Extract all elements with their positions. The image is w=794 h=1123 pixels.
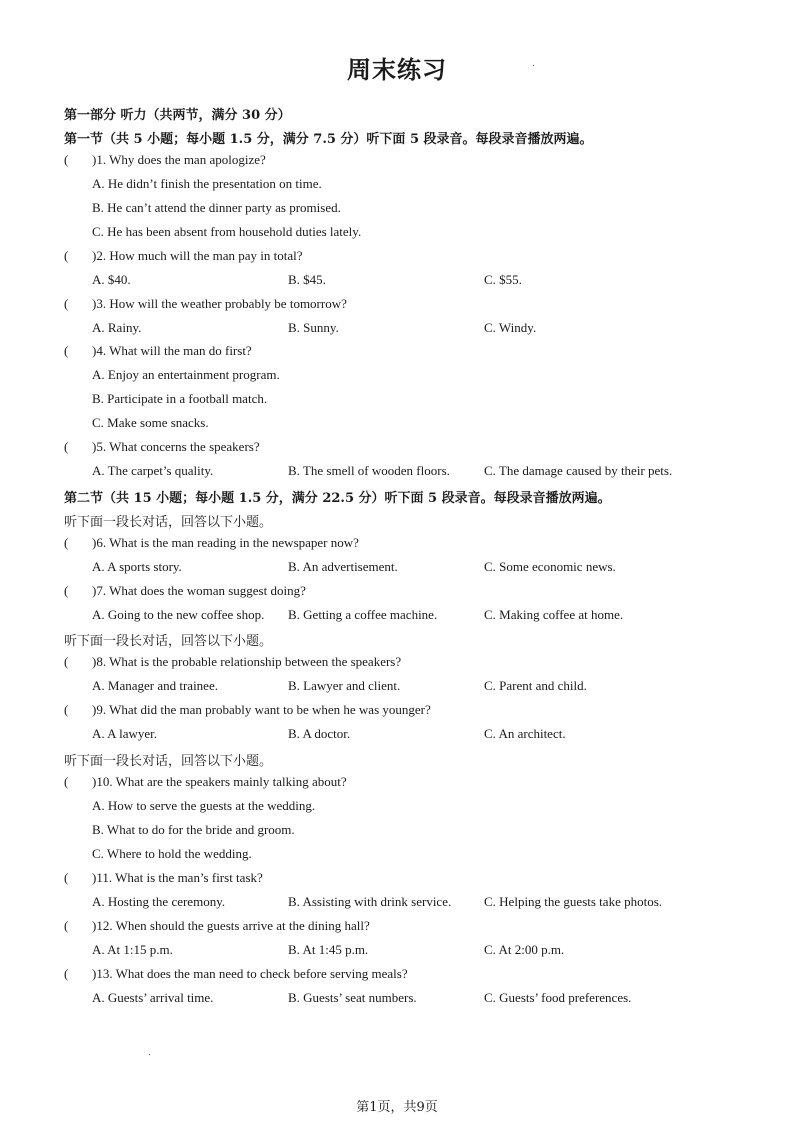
answer-blank[interactable]: ( [64,152,69,167]
option-c: C. He has been absent from household duties lately. [92,224,362,239]
option-b: B. Guests’ seat numbers. [288,990,417,1005]
question-stem: )12. When should the guests arrive at the dining hall? [92,918,370,933]
option-b: B. Getting a coffee machine. [288,607,438,622]
answer-blank[interactable]: ( [64,918,69,933]
dialogue-instruction: 听下面一段长对话，回答以下小题。 [64,634,273,649]
question-12 [64,918,370,934]
option-c: C. Helping the guests take photos. [484,894,663,909]
option-c: C. At 2:00 p.m. [484,942,565,957]
option-b: B. He can’t attend the dinner party as promised. [92,200,341,215]
option-c: C. Guests’ food preferences. [484,990,632,1005]
option-a: A. Guests’ arrival time. [92,990,214,1005]
option-b: B. A doctor. [288,726,351,741]
option-a: A. A lawyer. [92,726,157,741]
answer-blank[interactable]: ( [64,535,69,550]
option-b: B. Sunny. [288,320,339,335]
question-11 [64,870,263,886]
answer-blank[interactable]: ( [64,583,69,598]
option-b: B. At 1:45 p.m. [288,942,369,957]
answer-blank[interactable]: ( [64,966,69,981]
option-c: C. Windy. [484,320,537,335]
option-b: B. An advertisement. [288,559,398,574]
question-stem: )5. What concerns the speakers? [92,439,260,454]
option-c: C. Parent and child. [484,678,587,693]
question-stem: )1. Why does the man apologize? [92,152,266,167]
answer-blank[interactable]: ( [64,248,69,263]
option-a: A. Hosting the ceremony. [92,894,226,909]
question-stem: )8. What is the probable relationship between the speakers? [92,654,402,669]
speck [533,65,534,66]
question-9 [64,702,431,718]
answer-blank[interactable]: ( [64,774,69,789]
question-2 [64,248,302,264]
question-8 [64,654,401,670]
question-stem: )2. How much will the man pay in total? [92,248,303,263]
part1-heading: 第一部分 听力（共两节，满分 30 分） [64,108,291,123]
question-stem: )3. How will the weather probably be tomorrow? [92,296,347,311]
question-stem: )7. What does the woman suggest doing? [92,583,306,598]
section2-heading: 第二节（共 15 小题；每小题 1.5 分，满分 22.5 分）听下面 5 段录音。每段录音播放两遍。 [64,491,611,506]
option-c: C. Making coffee at home. [484,607,624,622]
question-5 [64,439,260,455]
option-b: B. The smell of wooden floors. [288,463,450,478]
option-a: A. At 1:15 p.m. [92,942,173,957]
option-c: C. Where to hold the wedding. [92,846,252,861]
answer-blank[interactable]: ( [64,870,69,885]
page-title: 周末练习 [347,55,447,84]
option-a: A. $40. [92,272,131,287]
question-10 [64,774,347,790]
question-stem: )6. What is the man reading in the newspaper now? [92,535,359,550]
page-number: 第1页，共9页 [356,1100,438,1115]
question-13 [64,966,408,982]
option-a: A. Enjoy an entertainment program. [92,367,280,382]
question-3 [64,296,347,312]
option-c: C. An architect. [484,726,566,741]
option-a: A. Manager and trainee. [92,678,218,693]
section1-heading: 第一节（共 5 小题；每小题 1.5 分，满分 7.5 分）听下面 5 段录音。每段录音播放两遍。 [64,132,593,147]
answer-blank[interactable]: ( [64,702,69,717]
option-a: A. Going to the new coffee shop. [92,607,265,622]
option-c: C. Some economic news. [484,559,616,574]
option-c: C. Make some snacks. [92,415,209,430]
option-b: B. Participate in a football match. [92,391,268,406]
option-b: B. What to do for the bride and groom. [92,822,295,837]
option-c: C. $55. [484,272,522,287]
question-7 [64,583,306,599]
answer-blank[interactable]: ( [64,654,69,669]
option-a: A. The carpet’s quality. [92,463,214,478]
option-a: A. He didn’t finish the presentation on time. [92,176,322,191]
question-4 [64,343,252,359]
option-a: A. How to serve the guests at the wedding. [92,798,316,813]
question-1 [64,152,266,168]
option-b: B. Lawyer and client. [288,678,401,693]
option-b: B. Assisting with drink service. [288,894,452,909]
dialogue-instruction: 听下面一段长对话，回答以下小题。 [64,754,273,769]
question-stem: )4. What will the man do first? [92,343,252,358]
question-stem: )11. What is the man’s first task? [92,870,263,885]
question-stem: )9. What did the man probably want to be when he was younger? [92,702,431,717]
answer-blank[interactable]: ( [64,439,69,454]
option-a: A. Rainy. [92,320,142,335]
answer-blank[interactable]: ( [64,343,69,358]
question-stem: )13. What does the man need to check before serving meals? [92,966,408,981]
dialogue-instruction: 听下面一段长对话，回答以下小题。 [64,515,273,530]
answer-blank[interactable]: ( [64,296,69,311]
speck [149,1054,150,1055]
option-a: A. A sports story. [92,559,182,574]
option-b: B. $45. [288,272,326,287]
option-c: C. The damage caused by their pets. [484,463,673,478]
question-6 [64,535,359,551]
question-stem: )10. What are the speakers mainly talking about? [92,774,347,789]
